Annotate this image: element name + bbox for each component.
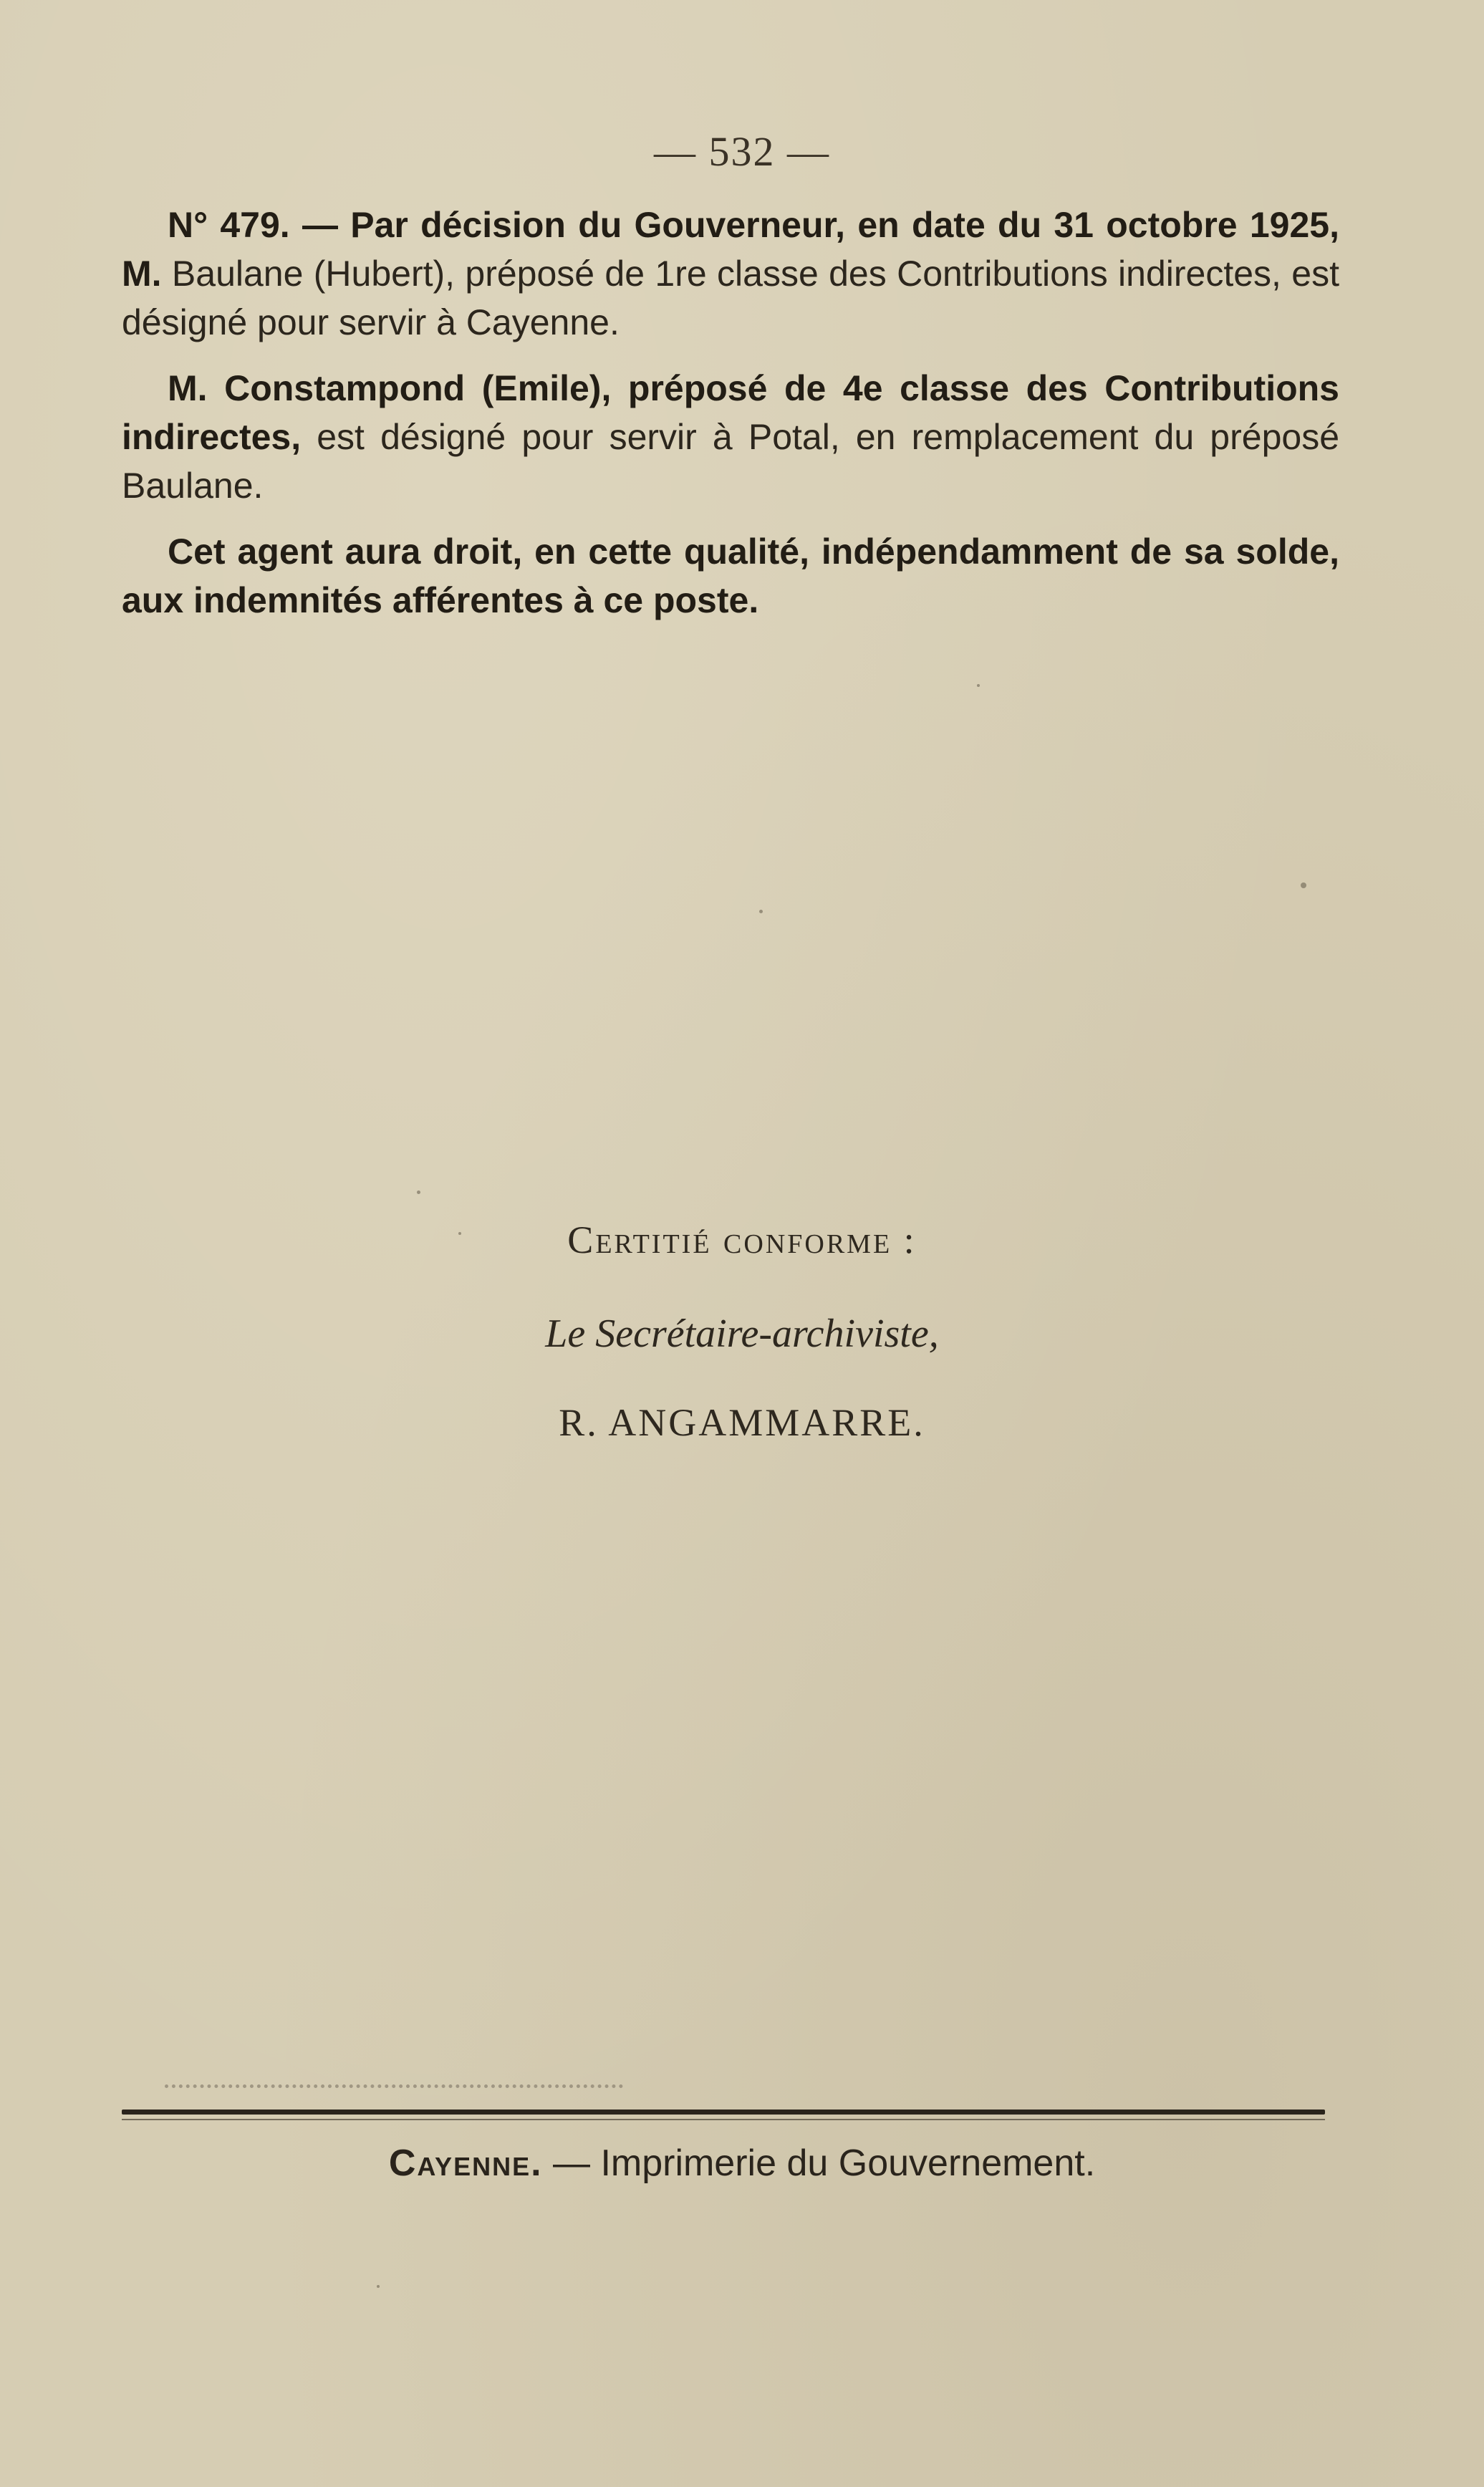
footer-rule [122,2110,1325,2115]
imprint-city: Cayenne. [388,2142,543,2184]
imprint-printer: — Imprimerie du Gouvernement. [542,2142,1096,2184]
decision-text [122,201,1339,642]
paper-speck [377,2285,380,2288]
paragraph-allowance [122,527,1339,625]
footer-faint-rule [165,2084,623,2088]
paragraph-2-rest: est désigné pour servir à Potal, en remplacement du préposé Baulane. [122,417,1339,506]
paragraph-3-lead: Cet agent aura droit, en cette qualité, indépendamment de sa solde, aux indemnités afférentes à ce poste. [122,531,1339,620]
paragraph-2-lead: M. Constampond (Emile), préposé de 4e classe des Contributions indirectes, [122,368,1339,457]
paper-speck [977,684,980,687]
paper-speck [759,910,763,913]
certification-title: Certitié conforme : [567,1218,917,1261]
printer-imprint [0,2142,1484,2185]
paragraph-1-rest: Baulane (Hubert), préposé de 1re classe des Contributions indirectes, est désigné pour servir à Cayenne. [122,254,1339,342]
page-number: — 532 — [654,128,830,175]
paper-speck [417,1190,420,1194]
certification-role: Le Secrétaire-archiviste, [545,1312,939,1356]
certification-signatory: R. ANGAMMARRE. [559,1401,925,1444]
paper-speck [1301,882,1306,888]
paper-speck [458,1232,461,1235]
footer-rule-thin [122,2119,1325,2120]
paragraph-replacement [122,364,1339,510]
paragraph-1-lead: N° 479. — Par décision du Gouverneur, en date du 31 octobre 1925, M. [122,205,1339,294]
paragraph-decision [122,201,1339,347]
